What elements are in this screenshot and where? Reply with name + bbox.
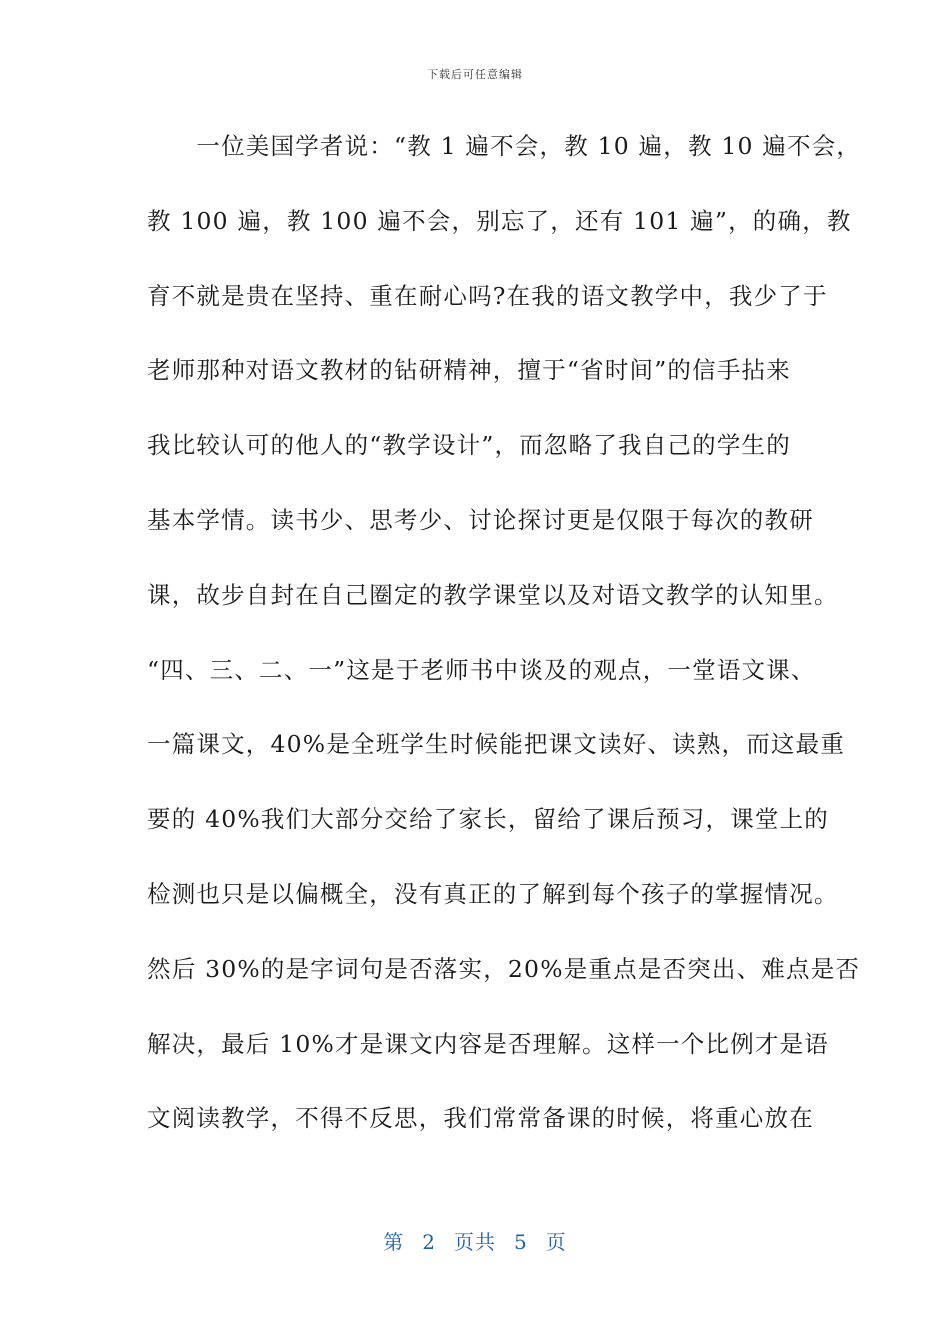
body-line-7: 课，故步自封在自己圈定的教学课堂以及对语文教学的认知里。 <box>147 580 839 609</box>
body-line-13: 解决，最后 10%才是课文内容是否理解。这样一个比例才是语 <box>147 1029 830 1058</box>
footer-middle: 页共 <box>454 1230 496 1254</box>
body-line-5: 我比较认可的他人的“教学设计”，而忽略了我自己的学生的 <box>147 431 791 460</box>
body-line-1: 一位美国学者说：“教 1 遍不会，教 10 遍，教 10 遍不会， <box>147 132 862 160</box>
body-line-3: 育不就是贵在坚持、重在耐心吗?在我的语文教学中，我少了于 <box>147 281 828 310</box>
body-line-9: 一篇课文，40%是全班学生时候能把课文读好、读熟，而这最重 <box>147 730 846 759</box>
body-line-12: 然后 30%的是字词句是否落实，20%是重点是否突出、难点是否 <box>147 954 861 983</box>
body-line-8: “四、三、二、一”这是于老师书中谈及的观点，一堂语文课、 <box>147 655 816 684</box>
body-line-10: 要的 40%我们大部分交给了家长，留给了课后预习，课堂上的 <box>147 805 830 834</box>
document-body <box>147 128 862 1175</box>
page-footer <box>0 1226 950 1255</box>
body-line-2: 教 100 遍，教 100 遍不会，别忘了，还有 101 遍”，的确，教 <box>147 206 852 235</box>
body-line-6: 基本学情。读书少、思考少、讨论探讨更是仅限于每次的教研 <box>147 505 814 534</box>
header-note: 下载后可任意编辑 <box>427 68 523 81</box>
body-line-14: 文阅读教学，不得不反思，我们常常备课的时候，将重心放在 <box>147 1104 814 1133</box>
footer-current-page: 2 <box>422 1230 436 1254</box>
footer-total-pages: 5 <box>514 1230 528 1254</box>
footer-prefix: 第 <box>383 1230 405 1254</box>
footer-suffix: 页 <box>545 1230 567 1254</box>
body-line-4: 老师那种对语文教材的钻研精神，擅于“省时间”的信手拈来 <box>147 356 791 385</box>
body-line-11: 检测也只是以偏概全，没有真正的了解到每个孩子的掌握情况。 <box>147 879 839 908</box>
